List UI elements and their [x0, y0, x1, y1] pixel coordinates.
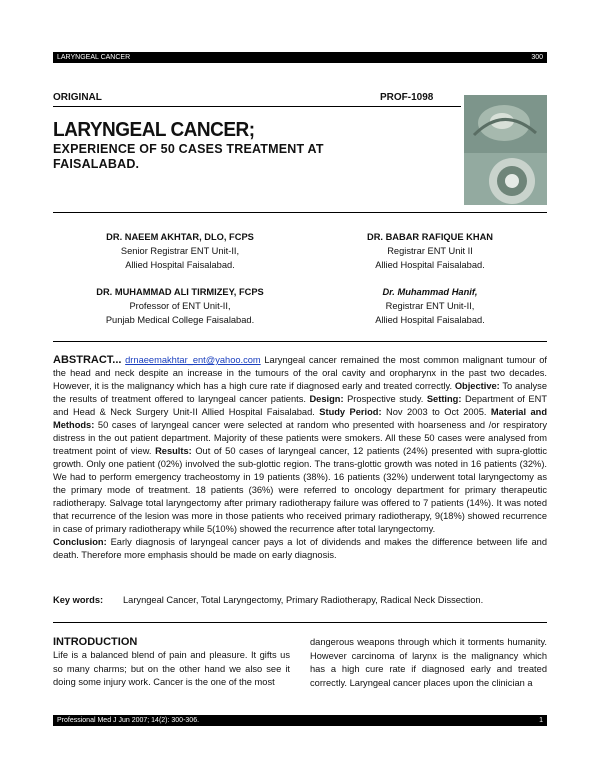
section-label: ORIGINAL [53, 92, 102, 103]
author-affiliation: Registrar ENT Unit II [387, 246, 473, 256]
footer-citation: Professional Med J Jun 2007; 14(2): 300-306. [57, 717, 200, 724]
abstract-label: ABSTRACT... [53, 354, 122, 366]
objective-text: To analyse the results of treatment offered to laryngeal cancer patients. [53, 381, 547, 404]
author-affiliation: Professor of ENT Unit-II, [129, 301, 231, 311]
keywords-text: Laryngeal Cancer, Total Laryngectomy, Primary Radiotherapy, Radical Neck Dissection. [123, 595, 484, 605]
author-1 [60, 230, 300, 272]
setting-text: Department of ENT and Head & Neck Surgery Unit-II Allied Hospital Faisalabad. [53, 394, 547, 417]
abstract [53, 354, 547, 562]
author-name: DR. MUHAMMAD ALI TIRMIZEY, FCPS [96, 287, 264, 297]
footer-page-number: 1 [539, 717, 543, 724]
design-text: Prospective study. [343, 394, 427, 404]
email-link[interactable]: drnaeemakhtar_ent@yahoo.com [125, 355, 261, 365]
keywords-rule [53, 622, 547, 623]
design-label: Design: [309, 394, 344, 404]
intro-heading: INTRODUCTION [53, 636, 138, 648]
abstract-intro: Laryngeal cancer remained the most common malignant tumour of the head and neck despite an increase in the tumours of the oral cavity and oropharynx in the past two decades. However, it is the malignancy which has a high cure rate if diagnosed early and treated correctly. [53, 355, 547, 391]
author-affiliation: Senior Registrar ENT Unit-II, [120, 246, 240, 256]
period-label: Study Period: [319, 407, 382, 417]
results-text: Out of 50 cases of laryngeal cancer, 12 patients (24%) presented with supra-glottic growth. Only one patient (02%) involved the sub-glottic region. The trans-glottic growth was noted in 16 patients (32%). We had to perform emergency tracheostomy in 19 patients (38%). 16 patients (32%) underwent total laryngectomy as the primary mode of treatment. 18 patients (36%) were referred to oncology department for primary therapeutic radiotherapy. Salvage total laryngectomy after primary radiotherapy failure was offered to 7 patients (14%). It was noted that recurrence of the lesion was more in those patients who received primary radiotherapy, 9(18%) showed recurrence in case of primary radiotherapy while 5(10%) showed the recurrence after total laryngectomy. [53, 446, 548, 534]
methods-label: Material and Methods: [53, 407, 548, 430]
conclusion-text: Early diagnosis of laryngeal cancer pays a lot of dividends and makes the difference between life and death. Therefore more emphasis should be made on early diagnosis. [53, 537, 547, 560]
author-name: DR. BABAR RAFIQUE KHAN [366, 232, 494, 242]
prof-code: PROF-1098 [380, 92, 434, 103]
author-2 [330, 230, 530, 272]
header-page-number: 300 [531, 54, 543, 61]
page-title: LARYNGEAL CANCER; [53, 119, 255, 142]
author-affiliation: Allied Hospital Faisalabad. [375, 260, 485, 270]
running-title: LARYNGEAL CANCER [57, 54, 131, 61]
period-text: Nov 2003 to Oct 2005. [381, 407, 491, 417]
author-affiliation: Registrar ENT Unit-II, [385, 301, 475, 311]
methods-text: 50 cases of laryngeal cancer were selected at random who presented with hoarseness and /or respiratory distress in the out patient department. Majority of these patients were smokers. All these 50 cases were analysed from treatment point of view. [53, 420, 547, 456]
setting-label: Setting: [426, 394, 462, 404]
running-header [53, 52, 547, 63]
footer-bar [53, 715, 547, 726]
endoscopy-graphic [464, 95, 547, 205]
title-rule [53, 212, 547, 213]
author-name: Dr. Muhammad Hanif, [382, 287, 478, 297]
keywords [53, 595, 547, 605]
author-3 [60, 285, 300, 327]
endoscopy-images [464, 95, 547, 205]
author-4 [330, 285, 530, 327]
page-subtitle: EXPERIENCE OF 50 CASES TREATMENT AT FAISALABAD. [53, 142, 324, 171]
intro-text-1: Life is a balanced blend of pain and pleasure. It gifts us so many charms; but on the other hand we also see it doing some injury work. Cancer is the one of the most [53, 650, 290, 687]
top-rule [53, 106, 461, 107]
keywords-label: Key words: [53, 595, 104, 605]
results-label: Results: [155, 446, 192, 456]
intro-column-1 [53, 636, 290, 690]
author-affiliation: Allied Hospital Faisalabad. [125, 260, 235, 270]
author-affiliation: Punjab Medical College Faisalabad. [105, 315, 255, 325]
objective-label: Objective: [454, 381, 500, 391]
conclusion-label: Conclusion: [53, 537, 107, 547]
intro-text-2: dangerous weapons through which it torments humanity. However carcinoma of larynx is the malignancy which has a high cure rate if diagnosed early and treated correctly. Laryngeal cancer places upon the clinician a [310, 637, 547, 688]
author-name: DR. NAEEM AKHTAR, DLO, FCPS [106, 232, 254, 242]
authors-rule [53, 341, 547, 342]
intro-column-2 [310, 636, 547, 690]
author-affiliation: Allied Hospital Faisalabad. [375, 315, 485, 325]
